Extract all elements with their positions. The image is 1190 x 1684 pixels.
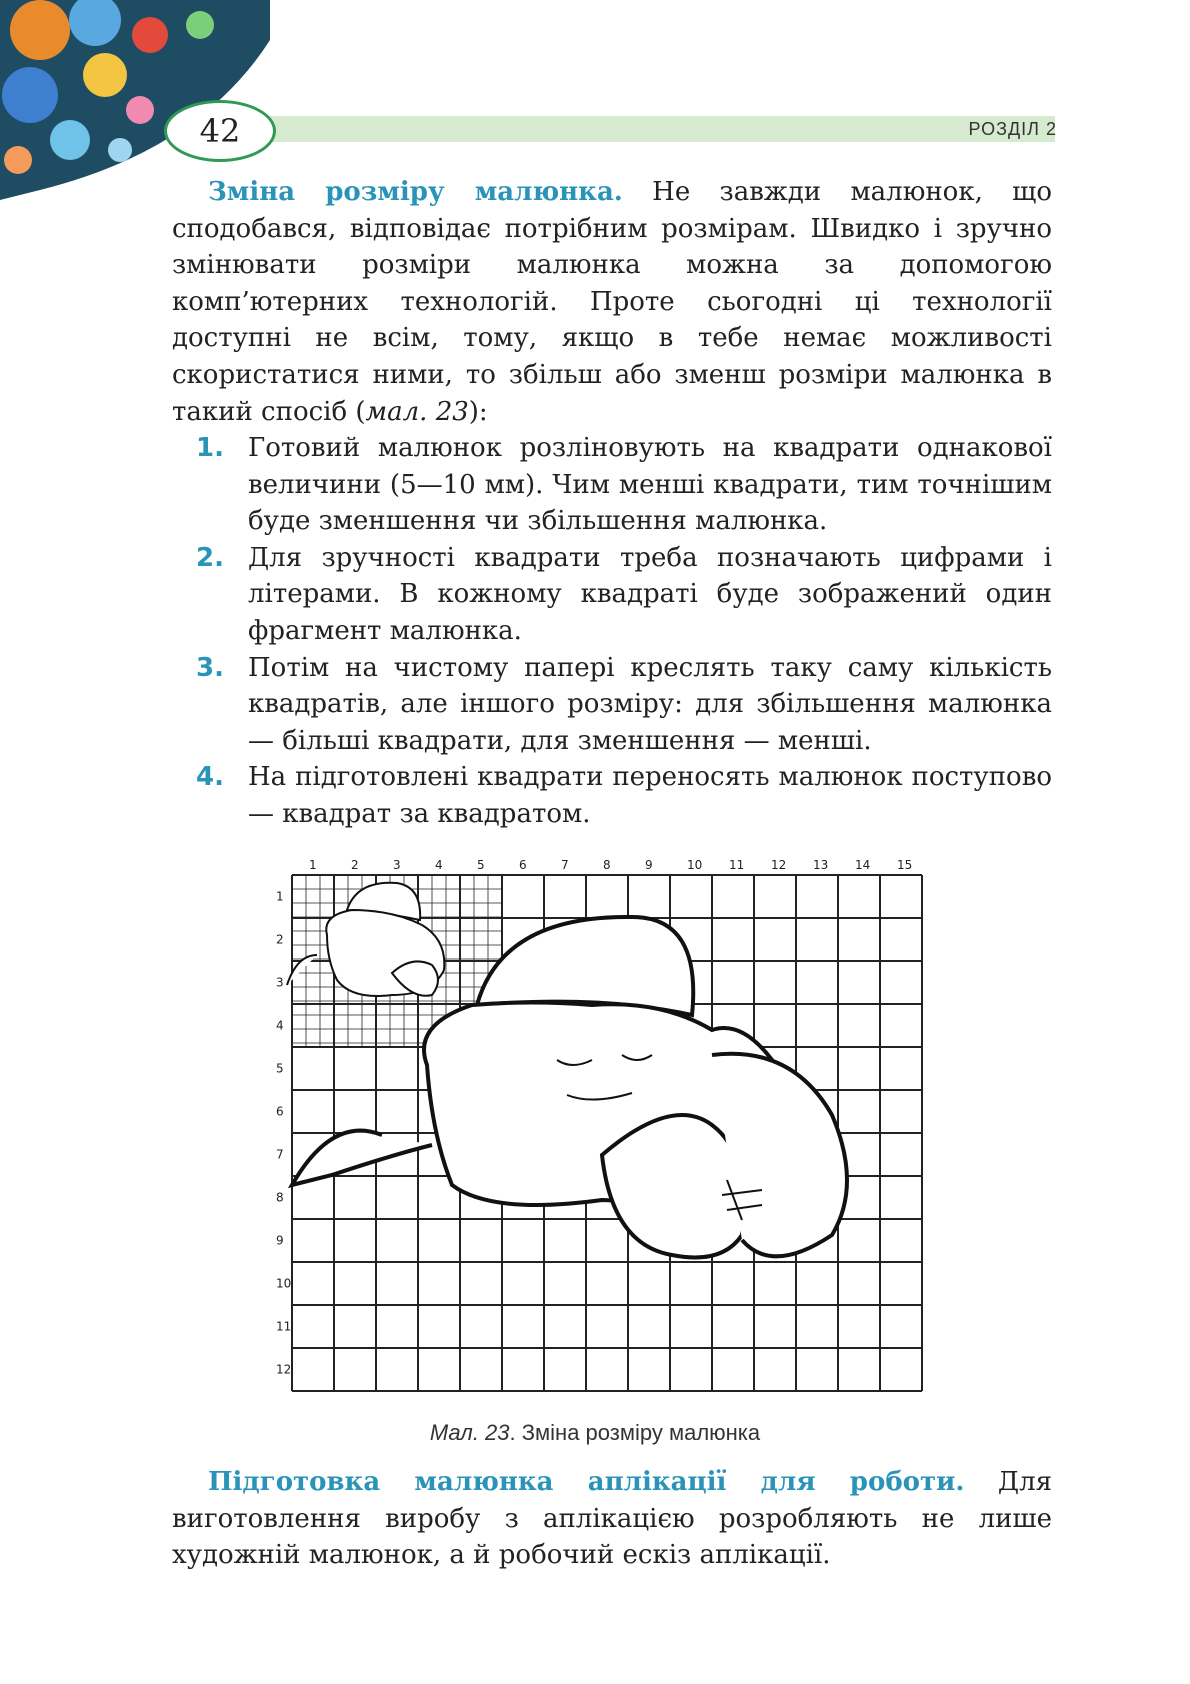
step-text: На підготовлені квадрати переносять малюнок поступово — квадрат за квадратом. — [248, 762, 1052, 829]
column-label: 9 — [645, 858, 653, 872]
header-bar — [200, 116, 1055, 142]
row-label: 5 — [276, 1061, 284, 1076]
caption-text: . Зміна розміру малюнка — [509, 1420, 761, 1445]
santa-grid-figure — [272, 855, 952, 1405]
column-label: 1 — [309, 858, 317, 872]
row-label: 6 — [276, 1104, 284, 1119]
column-label: 15 — [897, 858, 913, 872]
list-item — [172, 759, 1052, 832]
intro-text-a: Не завжди малюнок, що сподобався, відповідає потрібним розмірам. Швидко і зручно змінювати розміри малюнка можна за допомогою комп’ютерних технологій. Проте сьогодні ці технології доступні не всім, тому, якщо в тебе немає можливості скористатися ними, то збільш або зменш розміри малюнка в такий спосіб ( — [172, 177, 1052, 427]
step-number: 3. — [196, 652, 224, 683]
column-label: 10 — [687, 858, 703, 872]
step-text: Для зручності квадрати треба позначають цифрами і літерами. В кожному квадраті буде зображений один фрагмент малюнка. — [248, 542, 1052, 646]
row-label: 9 — [276, 1233, 284, 1248]
column-label: 2 — [351, 858, 359, 872]
column-label: 14 — [855, 858, 871, 872]
row-label: 8 — [276, 1190, 284, 1205]
step-number: 1. — [196, 433, 224, 463]
column-label: 5 — [477, 858, 485, 872]
row-label: 2 — [276, 932, 284, 947]
column-label: 11 — [729, 858, 745, 872]
row-label: 1 — [276, 889, 284, 904]
steps-list — [172, 430, 1052, 833]
outro-text: Для виготовлення виробу з аплікацією розробляють не лише художній малюнок, а й робочий ескіз аплікації. — [172, 1467, 1052, 1571]
intro-heading: Зміна розміру малюнка. — [208, 177, 623, 207]
step-number: 2. — [196, 542, 224, 573]
column-label: 6 — [519, 858, 527, 872]
row-label: 11 — [276, 1319, 292, 1334]
row-label: 12 — [276, 1362, 292, 1377]
column-label: 4 — [435, 858, 443, 872]
intro-text-b: ): — [468, 396, 488, 427]
intro-paragraph — [172, 174, 1052, 430]
outro-heading: Підготовка малюнка аплікації для роботи. — [208, 1467, 965, 1497]
step-number: 4. — [196, 762, 224, 793]
row-label: 4 — [276, 1018, 284, 1033]
list-item — [172, 540, 1052, 650]
figure-caption — [0, 1420, 1190, 1446]
step-text: Готовий малюнок розлiновують на квадрати однакової величини (5—10 мм). Чим менші квадрати, тим точнішим буде зменшення чи збільшення малюнка. — [248, 433, 1052, 537]
row-label: 7 — [276, 1147, 284, 1162]
intro-figure-ref: мал. 23 — [365, 396, 469, 427]
step-text: Потім на чистому папері креслять таку саму кількість квадратів, але іншого розміру: для збільшення малюнка — більші квадрати, для зменшення — менші. — [248, 652, 1052, 756]
caption-ref: Мал. 23 — [429, 1420, 510, 1445]
page-number: 42 — [164, 100, 276, 162]
column-label: 3 — [393, 858, 401, 872]
column-label: 7 — [561, 858, 569, 872]
column-label: 13 — [813, 858, 829, 872]
column-label: 8 — [603, 858, 611, 872]
section-label: РОЗДІЛ 2 — [968, 119, 1057, 139]
row-label: 3 — [276, 975, 284, 990]
row-label: 10 — [276, 1276, 292, 1291]
santa-small-drawing — [287, 883, 444, 996]
list-item — [172, 430, 1052, 540]
list-item — [172, 650, 1052, 760]
column-label: 12 — [771, 858, 787, 872]
outro-paragraph — [172, 1464, 1052, 1574]
